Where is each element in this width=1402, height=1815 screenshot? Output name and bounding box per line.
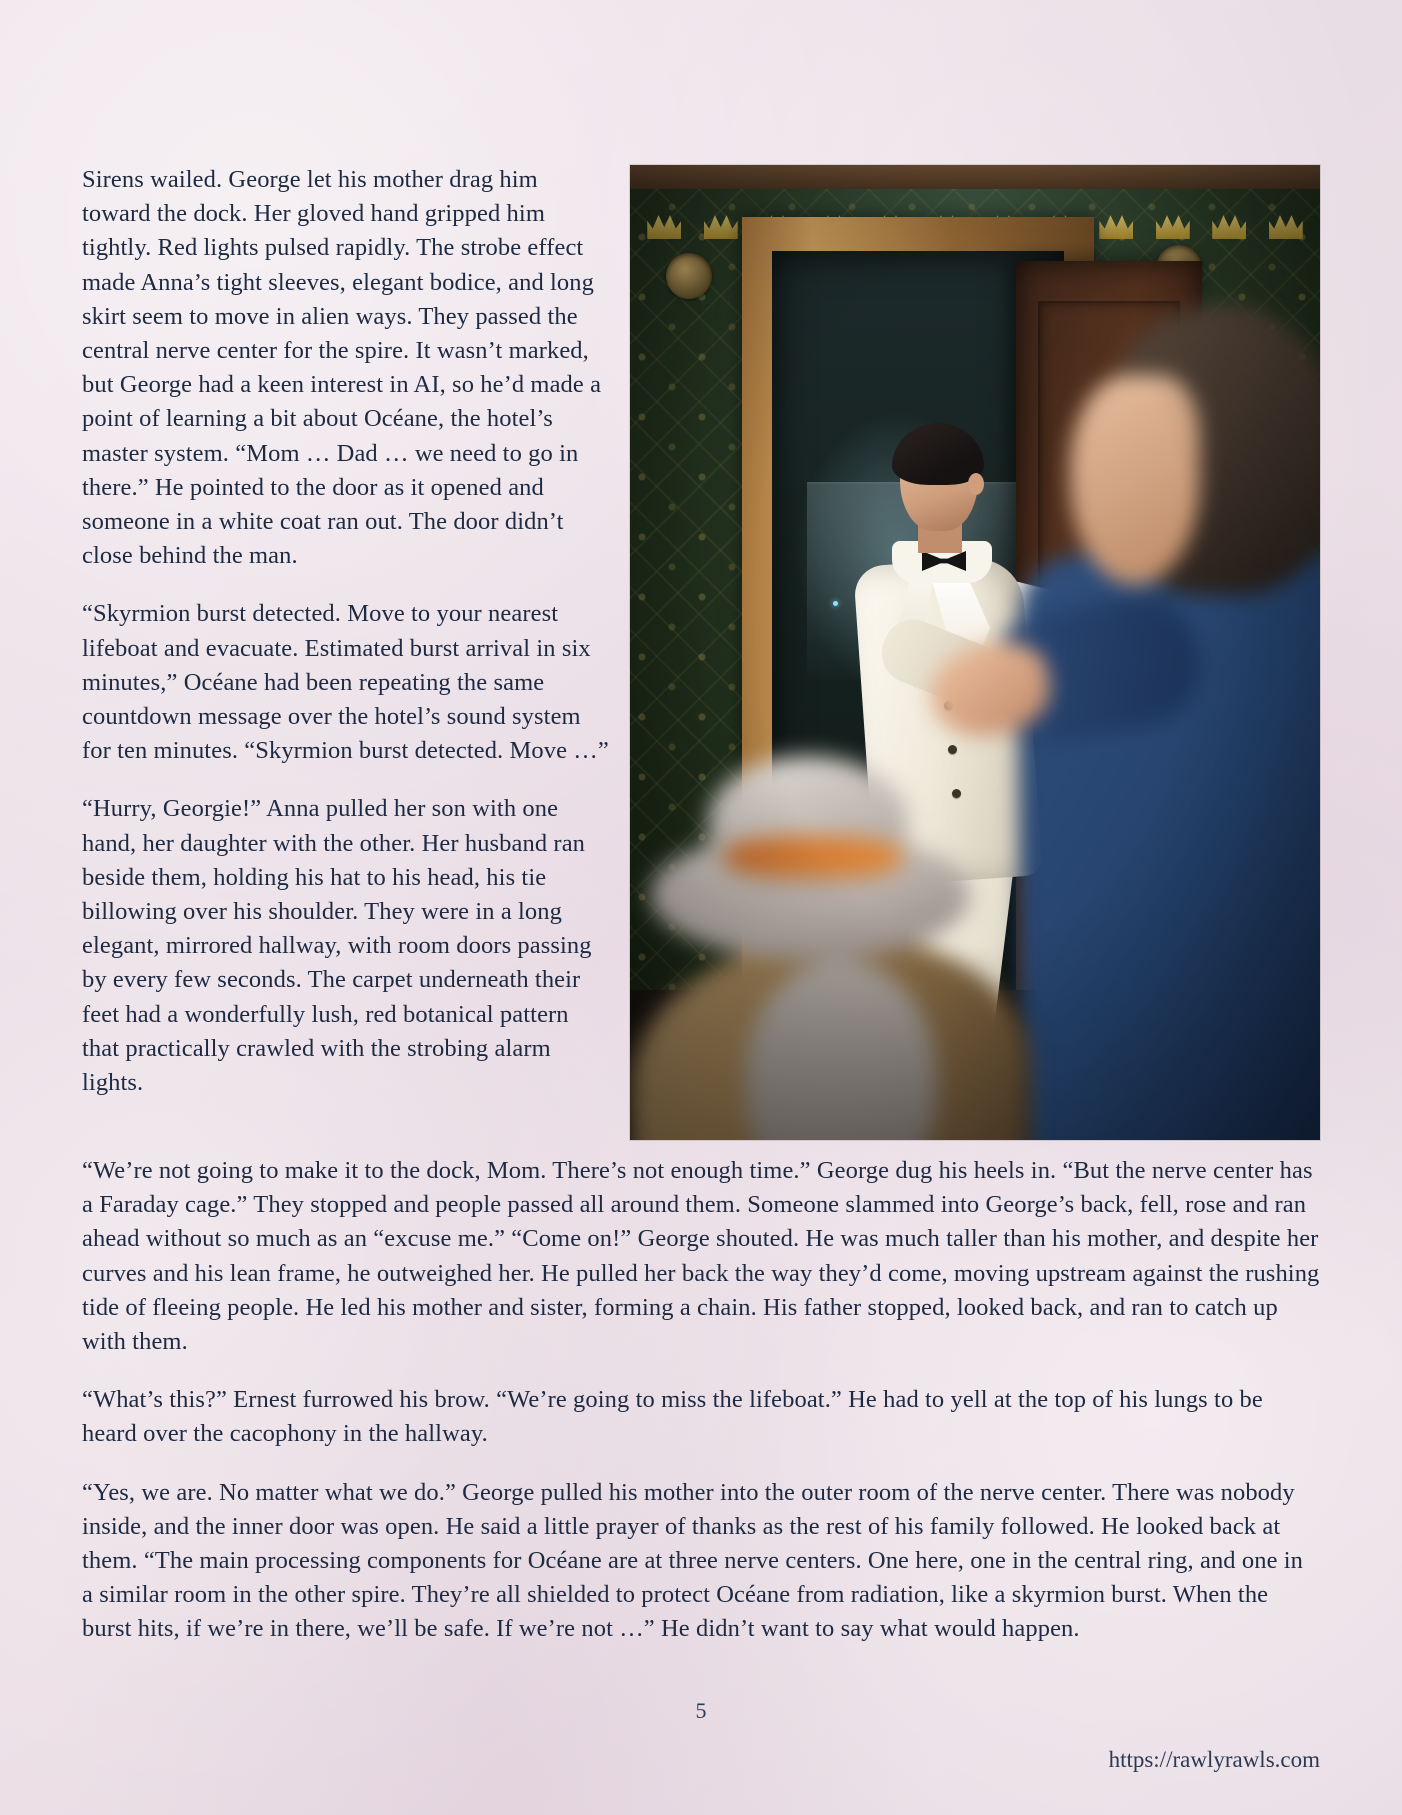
ceiling-band xyxy=(630,165,1320,189)
paragraph: “Yes, we are. No matter what we do.” George pulled his mother into the outer room of the nerve center. There was nobody inside, and the inner door was open. He said a little prayer of thanks as the rest of his family followed. He looked back at them. “The main processing components for Océane are at three nerve centers. One here, one in the central ring, and one in a similar room in the other spire. They’re all shielded to protect Océane from radiation, like a skyrmion burst. When the burst hits, if we’re in there, we’ll be safe. If we’re not …” He didn’t want to say what would happen. xyxy=(82,1478,1304,1643)
page-number: 5 xyxy=(695,1698,707,1723)
paragraph: “Hurry, Georgie!” Anna pulled her son with one hand, her daughter with the other. Her husband ran beside them, holding his hat to his head, his tie billowing over his shoulder. They were in a long elegant, mirrored hallway, with room doors passing by every few seconds. The carpet underneath their feet had a wonderfully lush, red botanical pattern that practically crawled with the strobing alarm lights. xyxy=(82,795,592,1097)
full-width-text-block xyxy=(82,1140,1320,1647)
foreground-woman-blurred xyxy=(650,660,1010,1140)
paragraph: “Skyrmion burst detected. Move to your nearest lifeboat and evacuate. Estimated burst arrival in six minutes,” Océane had been repeating the same countdown message over the hotel’s sound system for ten minutes. “Skyrmion burst detected. Move …” xyxy=(82,600,609,765)
paragraph: “What’s this?” Ernest furrowed his brow. “We’re going to miss the lifeboat.” He had to yell at the top of his lungs to be heard over the cacophony in the hallway. xyxy=(82,1386,1263,1448)
page-content xyxy=(82,163,1320,1671)
illustration-figure xyxy=(630,165,1320,1140)
foreground-man-face xyxy=(1070,375,1200,585)
paragraph: “We’re not going to make it to the dock, Mom. There’s not enough time.” George dug his heels in. “But the nerve center has a Faraday cage.” They stopped and people passed all around them. Someone slammed into George’s back, fell, rose and ran ahead without so much as an “excuse me.” “Come on!” George shouted. He was much taller than his mother, and despite her curves and his lean frame, he outweighed her. He pulled her back the way they’d come, moving upstream against the rushing tide of fleeing people. He led his mother and sister, forming a chain. His father stopped, looked back, and ran to catch up with them. xyxy=(82,1157,1320,1356)
foreground-hat-band xyxy=(724,836,902,878)
wall-rosette xyxy=(666,253,712,299)
illustration-artwork xyxy=(630,165,1320,1140)
illustration-frame xyxy=(630,165,1320,1140)
paragraph: Sirens wailed. George let his mother drag him toward the dock. Her gloved hand gripped him tightly. Red lights pulsed rapidly. The strobe effect made Anna’s tight sleeves, elegant bodice, and long skirt seem to move in alien ways. They passed the central nerve center for the spire. It wasn’t marked, but George had a keen interest in AI, so he’d made a point of learning a bit about Océane, the hotel’s master system. “Mom … Dad … we need to go in there.” He pointed to the door as it opened and someone in a white coat ran out. The door didn’t close behind the man. xyxy=(82,166,602,570)
footer-url: https://rawlyrawls.com xyxy=(1108,1747,1320,1772)
crown-icon xyxy=(704,213,738,239)
man-ear xyxy=(968,473,984,495)
foreground-man-blurred xyxy=(1020,225,1320,1140)
crown-icon xyxy=(647,213,681,239)
left-text-column xyxy=(82,163,609,1124)
